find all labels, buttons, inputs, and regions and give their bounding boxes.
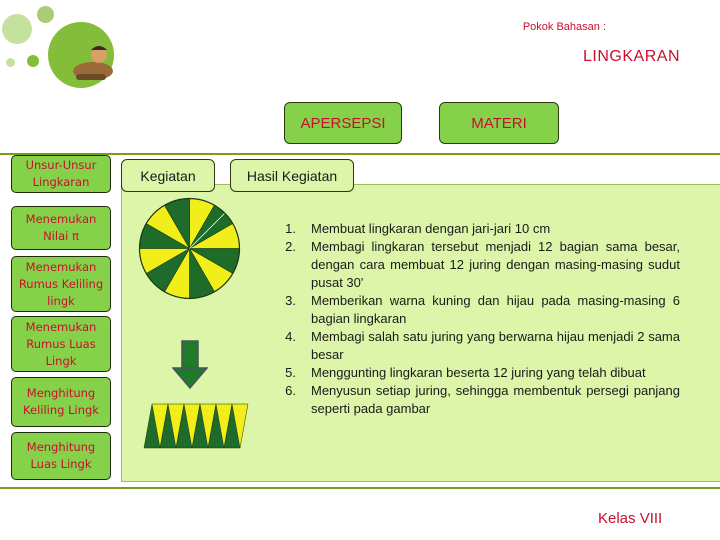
step-text: Membagi lingkaran tersebut menjadi 12 bagian sama besar, dengan cara membuat 12 juring dengan masing-masing sudut pusat 30' bbox=[311, 239, 680, 290]
tab-kegiatan[interactable]: Kegiatan bbox=[121, 159, 215, 192]
logo bbox=[0, 0, 120, 90]
sidebar-item-hitung-luas[interactable]: Menghitung Luas Lingk bbox=[11, 432, 111, 480]
rectangle-arrangement-figure bbox=[142, 402, 250, 450]
step-number: 4. bbox=[285, 329, 296, 344]
activity-steps-list bbox=[278, 220, 680, 418]
step-number: 1. bbox=[285, 221, 296, 236]
list-item bbox=[278, 382, 680, 418]
list-item bbox=[278, 364, 680, 382]
sidebar-item-rumus-keliling[interactable]: Menemukan Rumus Keliling lingk bbox=[11, 256, 111, 312]
list-item bbox=[278, 328, 680, 364]
step-number: 6. bbox=[285, 383, 296, 398]
page-title: LINGKARAN bbox=[583, 48, 680, 65]
step-number: 5. bbox=[285, 365, 296, 380]
materi-button[interactable]: MATERI bbox=[439, 102, 559, 144]
list-item bbox=[278, 220, 680, 238]
step-number: 2. bbox=[285, 239, 296, 254]
step-number: 3. bbox=[285, 293, 296, 308]
list-item bbox=[278, 292, 680, 328]
sidebar-item-hitung-keliling[interactable]: Menghitung Keliling Lingk bbox=[11, 377, 111, 427]
step-text: Menyusun setiap juring, sehingga membentuk persegi panjang seperti pada gambar bbox=[311, 383, 680, 416]
tab-hasil-kegiatan[interactable]: Hasil Kegiatan bbox=[230, 159, 354, 192]
list-item bbox=[278, 238, 680, 292]
sidebar-item-nilai-pi[interactable]: Menemukan Nilai π bbox=[11, 206, 111, 250]
step-text: Membuat lingkaran dengan jari-jari 10 cm bbox=[311, 221, 551, 236]
sidebar-item-unsur-lingkaran[interactable]: Unsur-Unsur Lingkaran bbox=[11, 155, 111, 193]
subject-label: Pokok Bahasan : bbox=[522, 21, 606, 33]
arrow-down-icon bbox=[172, 340, 208, 390]
circle-figure bbox=[137, 196, 242, 301]
step-text: Memberikan warna kuning dan hijau pada masing-masing 6 bagian lingkaran bbox=[311, 293, 680, 326]
step-text: Membagi salah satu juring yang berwarna hijau menjadi 2 sama besar bbox=[311, 329, 680, 362]
step-text: Menggunting lingkaran beserta 12 juring yang telah dibuat bbox=[311, 365, 646, 380]
grade-label: Kelas VIII bbox=[598, 510, 663, 527]
sector-strip bbox=[144, 404, 248, 448]
sidebar-item-rumus-luas[interactable]: Menemukan Rumus Luas Lingk bbox=[11, 316, 111, 372]
apersepsi-button[interactable]: APERSEPSI bbox=[284, 102, 402, 144]
